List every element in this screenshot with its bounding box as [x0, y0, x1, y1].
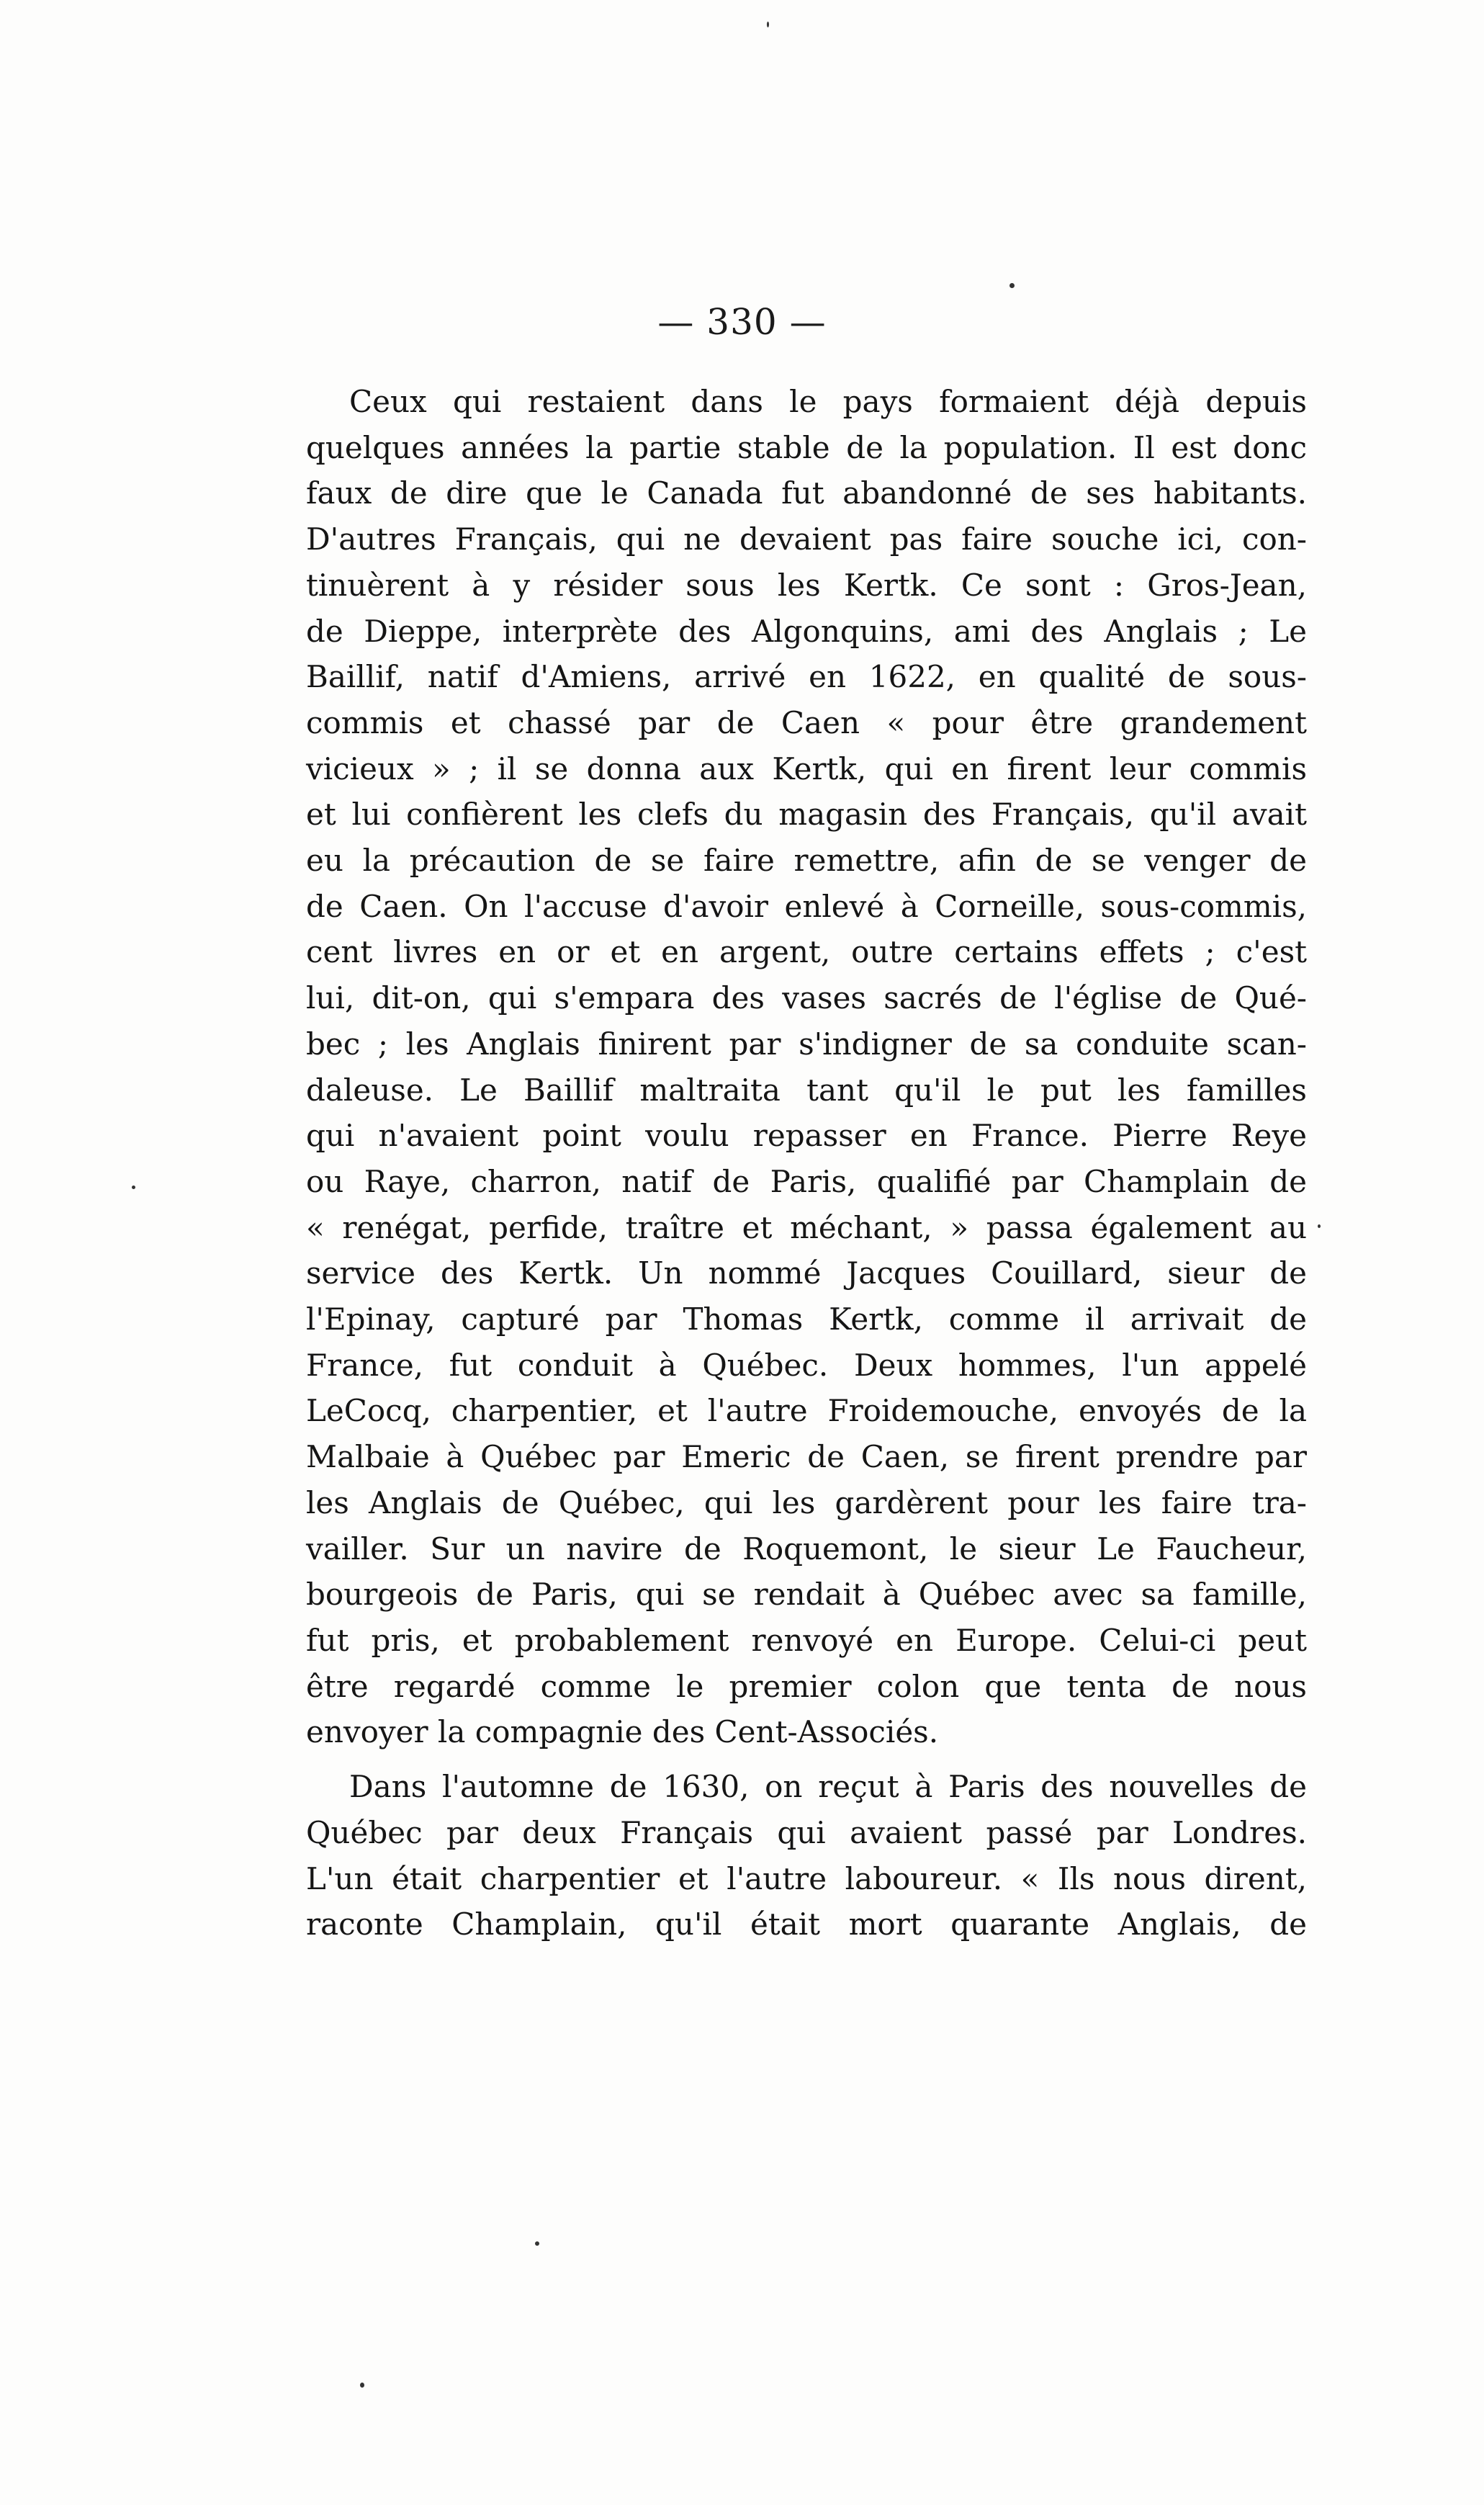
body-text	[306, 379, 1307, 1948]
text-line: tinuèrent à y résider sous les Kertk. Ce sont : Gros-Jean,	[306, 567, 1307, 603]
paragraph	[306, 1764, 1307, 1948]
text-line: et lui confièrent les clefs du magasin des Français, qu'il avait	[306, 797, 1307, 833]
text-line: daleuse. Le Baillif maltraita tant qu'il le put les familles	[306, 1072, 1307, 1108]
text-line: bourgeois de Paris, qui se rendait à Québec avec sa famille,	[306, 1577, 1307, 1613]
scan-speck	[1009, 283, 1015, 288]
text-line: de Caen. On l'accuse d'avoir enlevé à Corneille, sous-commis,	[306, 888, 1307, 924]
text-line: Ceux qui restaient dans le pays formaient déjà depuis	[349, 384, 1307, 419]
text-line: quelques années la partie stable de la population. Il est donc	[306, 429, 1307, 465]
text-line: LeCocq, charpentier, et l'autre Froidemouche, envoyés de la	[306, 1393, 1307, 1429]
text-line: Québec par deux Français qui avaient passé par Londres.	[306, 1814, 1307, 1850]
scan-speck	[767, 22, 769, 27]
text-line: de Dieppe, interprète des Algonquins, ami des Anglais ; Le	[306, 613, 1307, 649]
text-line: bec ; les Anglais finirent par s'indigner de sa conduite scan-	[306, 1026, 1307, 1062]
text-line: raconte Champlain, qu'il était mort quarante Anglais, de	[306, 1906, 1307, 1942]
text-line: fut pris, et probablement renvoyé en Europe. Celui-ci peut	[306, 1622, 1307, 1658]
text-line: service des Kertk. Un nommé Jacques Couillard, sieur de	[306, 1255, 1307, 1291]
text-line: D'autres Français, qui ne devaient pas faire souche ici, con-	[306, 521, 1307, 557]
text-line: l'Epinay, capturé par Thomas Kertk, comme il arrivait de	[306, 1301, 1307, 1337]
text-line: L'un était charpentier et l'autre laboureur. « Ils nous dirent,	[306, 1860, 1307, 1896]
text-line: envoyer la compagnie des Cent-Associés.	[306, 1714, 939, 1750]
text-line: France, fut conduit à Québec. Deux hommes, l'un appelé	[306, 1347, 1307, 1383]
text-line: « renégat, perfide, traître et méchant, » passa également au	[306, 1209, 1307, 1245]
scan-speck	[360, 2383, 364, 2388]
scan-speck	[132, 1186, 135, 1189]
text-line: lui, dit-on, qui s'empara des vases sacrés de l'église de Qué-	[306, 980, 1307, 1016]
text-line: commis et chassé par de Caen « pour être grandement	[306, 704, 1307, 740]
text-line: Malbaie à Québec par Emeric de Caen, se firent prendre par	[306, 1439, 1307, 1475]
text-line: ou Raye, charron, natif de Paris, qualifié par Champlain de	[306, 1163, 1307, 1199]
text-line: faux de dire que le Canada fut abandonné de ses habitants.	[306, 475, 1307, 511]
text-line: Baillif, natif d'Amiens, arrivé en 1622, en qualité de sous-	[306, 659, 1307, 695]
text-line: vicieux » ; il se donna aux Kertk, qui en firent leur commis	[306, 750, 1307, 787]
text-line: les Anglais de Québec, qui les gardèrent pour les faire tra-	[306, 1484, 1307, 1520]
scan-speck	[1318, 1224, 1321, 1228]
text-line: cent livres en or et en argent, outre certains effets ; c'est	[306, 934, 1307, 970]
text-line: Dans l'automne de 1630, on reçut à Paris des nouvelles de	[349, 1769, 1307, 1805]
paragraph	[306, 379, 1307, 1755]
scan-speck	[535, 2241, 539, 2246]
text-line: vailler. Sur un navire de Roquemont, le sieur Le Faucheur,	[306, 1531, 1307, 1567]
text-line: être regardé comme le premier colon que tenta de nous	[306, 1668, 1307, 1704]
page-number: — 330 —	[657, 301, 827, 343]
text-line: qui n'avaient point voulu repasser en France. Pierre Reye	[306, 1118, 1307, 1154]
text-line: eu la précaution de se faire remettre, afin de se venger de	[306, 843, 1307, 879]
